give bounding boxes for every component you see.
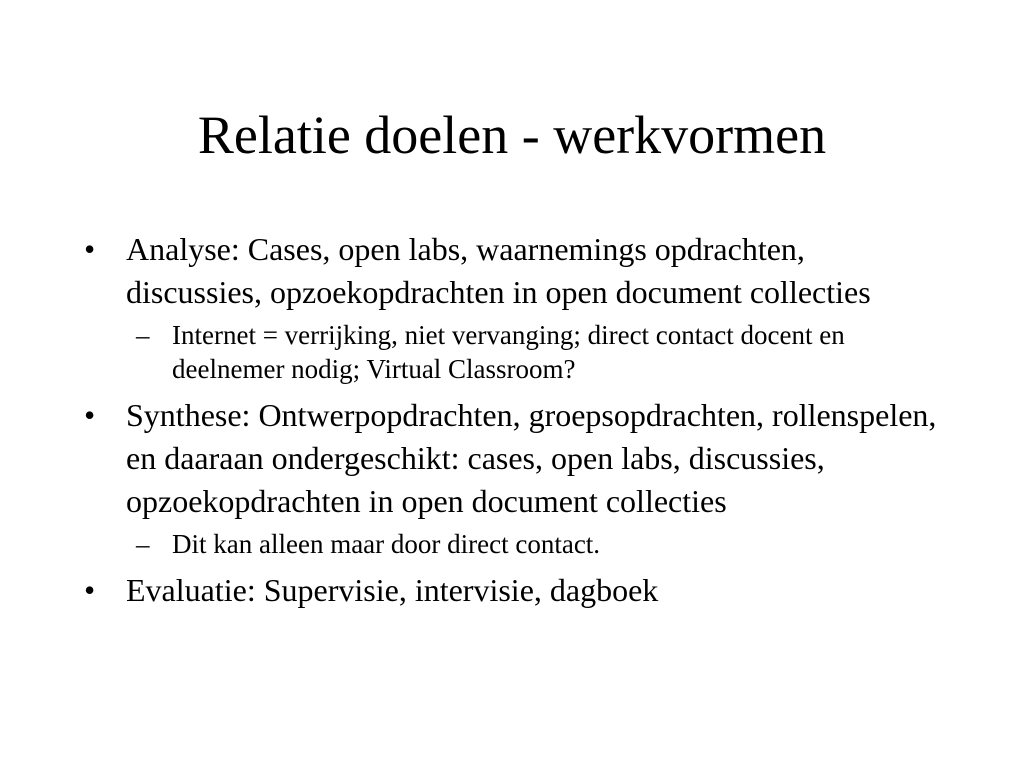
bullet-item-evaluatie bbox=[84, 569, 944, 612]
bullet-marker: • bbox=[84, 397, 96, 433]
sub-bullet-direct-contact bbox=[84, 527, 944, 561]
bullet-text: Synthese: Ontwerpopdrachten, groepsopdrachten, rollenspelen, en daaraan ondergeschikt: cases, open labs, discussies, opzoekopdrachten in open document collecties bbox=[126, 397, 937, 519]
slide-title: Relatie doelen - werkvormen bbox=[197, 105, 827, 165]
sub-bullet-text: Dit kan alleen maar door direct contact. bbox=[172, 529, 601, 559]
bullet-text: Analyse: Cases, open labs, waarnemings opdrachten, discussies, opzoekopdrachten in open document collecties bbox=[126, 231, 871, 310]
sub-bullet-text: Internet = verrijking, niet vervanging; direct contact docent en deelnemer nodig; Virtual Classroom? bbox=[172, 320, 845, 384]
sub-bullet-marker: – bbox=[136, 529, 150, 559]
bullet-marker: • bbox=[84, 231, 96, 267]
bullet-list bbox=[84, 228, 944, 612]
bullet-marker: • bbox=[84, 572, 96, 608]
bullet-item-synthese bbox=[84, 394, 944, 523]
bullet-text: Evaluatie: Supervisie, intervisie, dagboek bbox=[126, 572, 659, 608]
sub-bullet-marker: – bbox=[136, 320, 150, 350]
sub-bullet-internet bbox=[84, 318, 944, 386]
bullet-item-analyse bbox=[84, 228, 944, 314]
